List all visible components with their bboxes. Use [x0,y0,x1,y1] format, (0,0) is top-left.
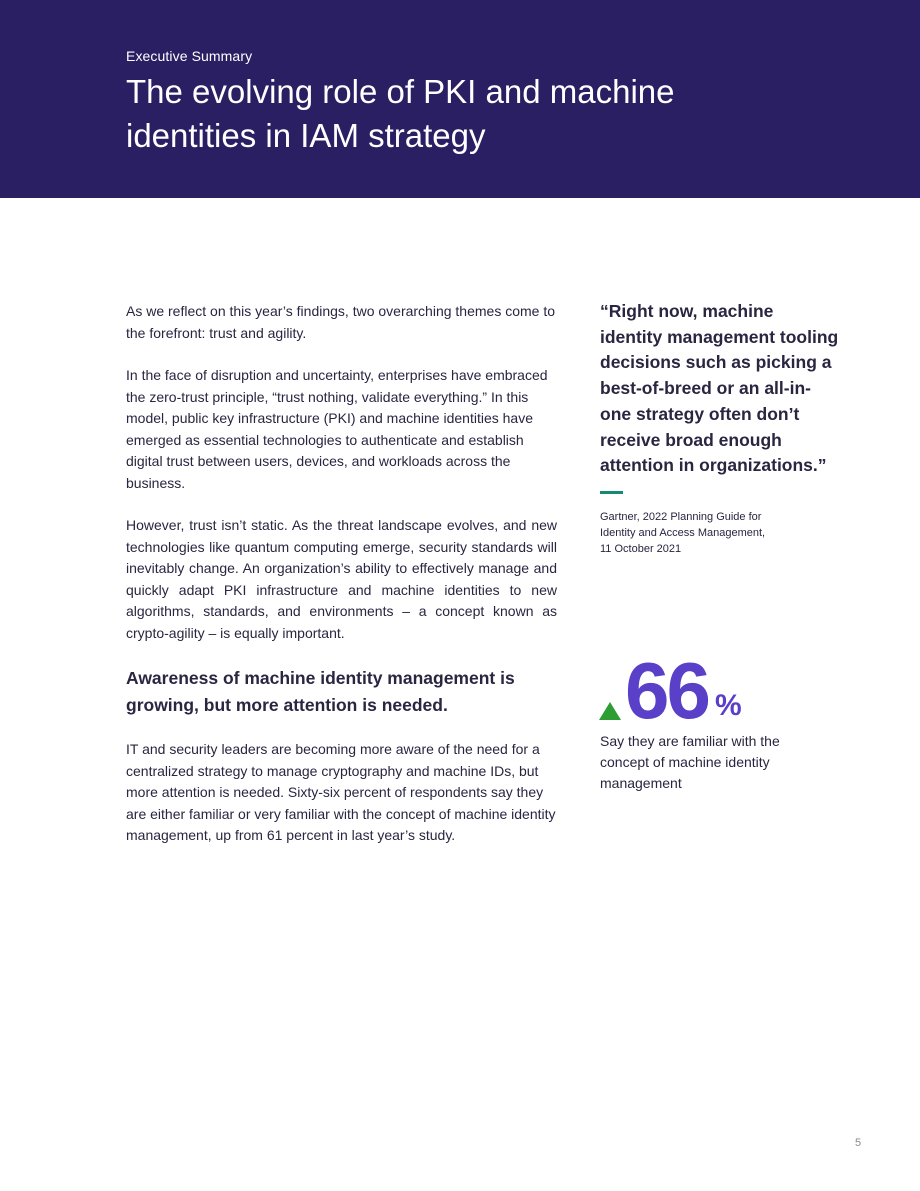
stat-callout [599,646,799,735]
stat-value: 66 [625,646,708,735]
crypto-agility-paragraph: However, trust isn’t static. As the threat landscape evolves, and new technologies like quantum computing emerge, security standards will inevitably change. An organization’s ability to effectively manage and quickly adapt PKI infrastructure and machine identities to new algorithms, standards, and environments – a concept known as crypto-agility – is equally important. [126,517,557,641]
stat-percent-sign: % [715,689,742,722]
awareness-paragraph: IT and security leaders are becoming more aware of the need for a centralized strategy to manage cryptography and machine IDs, but more attention is needed. Sixty-six percent of respondents say they are either familiar or very familiar with the concept of machine identity management, up from 61 percent in last year’s study. [126,741,556,843]
section-eyebrow: Executive Summary [126,48,253,64]
pull-quote: “Right now, machine identity management tooling decisions such as picking a best-of-breed or an all-in-one strategy often don’t receive broad enough attention in organizations.” [600,301,839,476]
intro-paragraph: As we reflect on this year’s findings, two overarching themes come to the forefront: trust and agility. [126,303,556,341]
up-triangle-icon [599,702,621,720]
page-number: 5 [855,1137,862,1149]
citation-line: Gartner, 2022 Planning Guide for [600,511,762,523]
citation-line: 11 October 2021 [600,543,682,555]
body-column [126,301,557,868]
page-title: The evolving role of PKI and machine identities in IAM strategy [126,73,675,154]
quote-citation [600,509,800,557]
header-band [0,0,920,198]
section-subheading: Awareness of machine identity management is growing, but more attention is needed. [126,668,515,715]
stat-caption: Say they are familiar with the concept of machine identity management [600,733,780,791]
citation-line: Identity and Access Management, [600,527,766,539]
zero-trust-paragraph: In the face of disruption and uncertainty, enterprises have embraced the zero-trust principle, “trust nothing, validate everything.” In this model, public key infrastructure (PKI) and machine identities have emerged as essential technologies to authenticate and establish digital trust between users, devices, and workloads across the business. [126,367,548,491]
quote-divider [600,491,623,494]
